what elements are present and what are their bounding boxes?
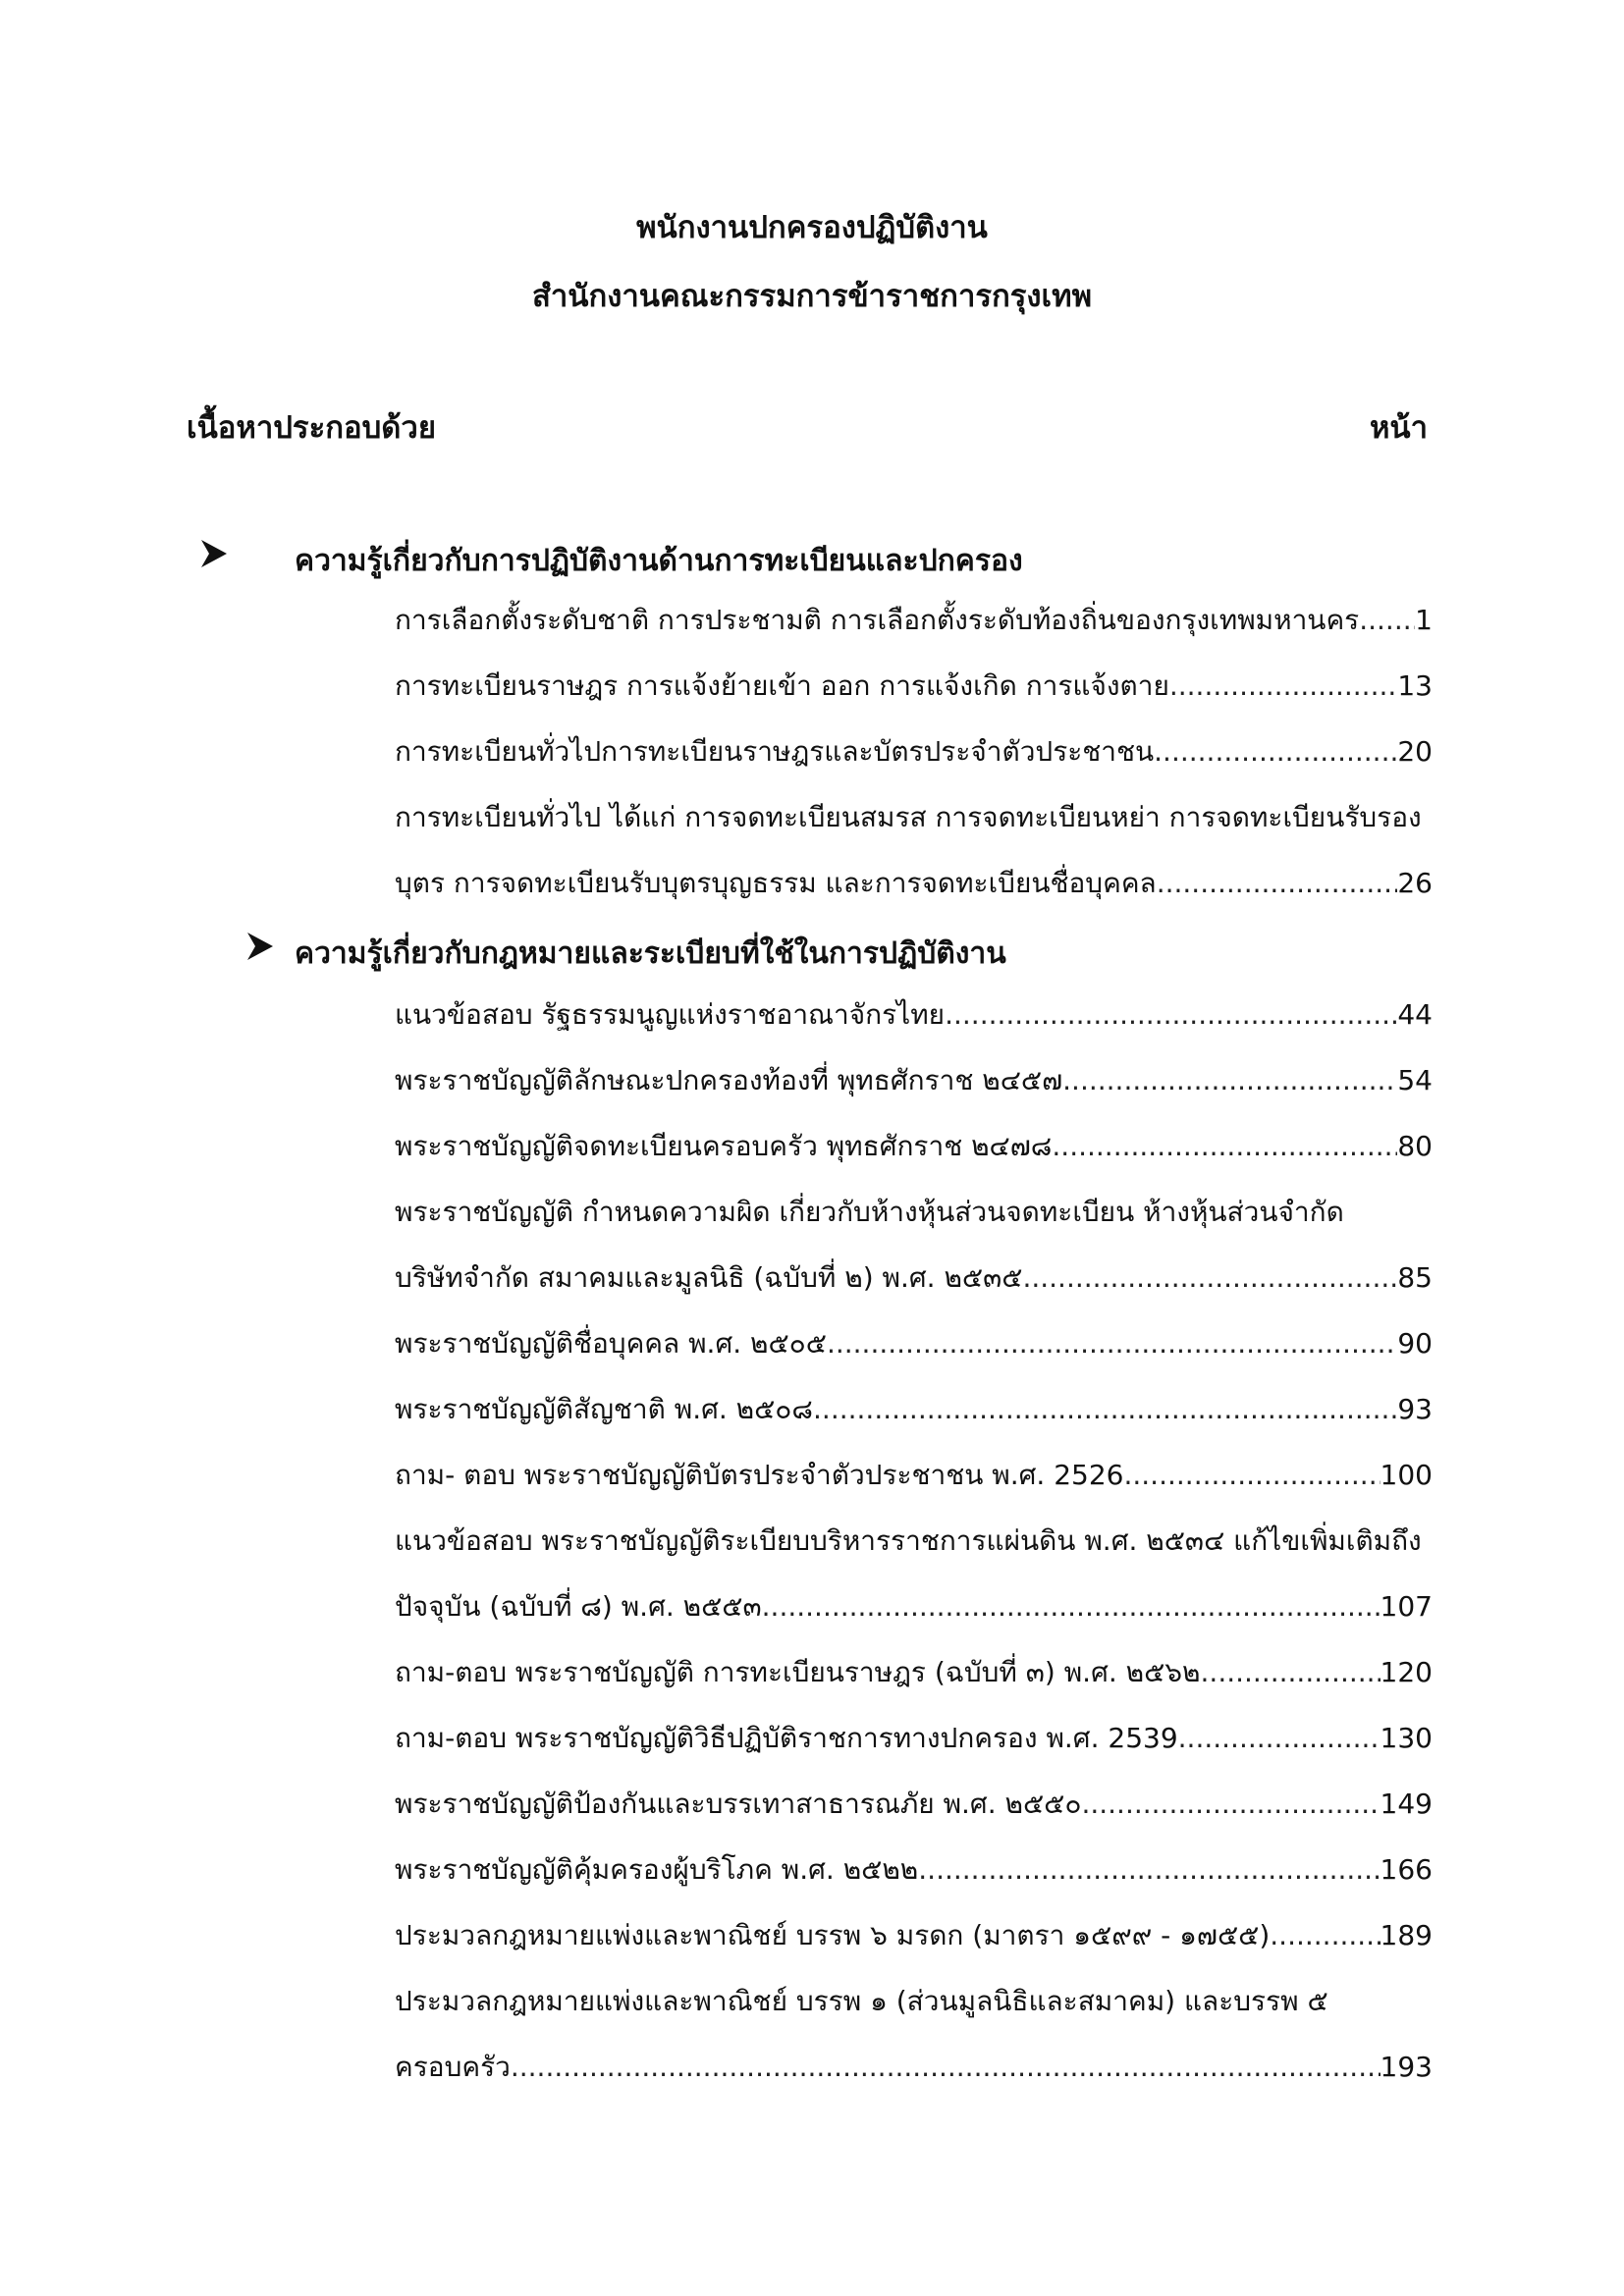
section-heading-text: ความรู้เกี่ยวกับกฎหมายและระเบียบที่ใช้ในการปฏิบัติงาน	[295, 936, 1006, 971]
toc-entry-title: บริษัทจำกัด สมาคมและมูลนิธิ (ฉบับที่ ๒) พ.ศ. ๒๕๓๕	[395, 1261, 1023, 1294]
toc-entry-title: การทะเบียนราษฎร การแจ้งย้ายเข้า ออก การแจ้งเกิด การแจ้งตาย	[395, 669, 1169, 702]
toc-entry-title: พระราชบัญญัติป้องกันและบรรเทาสาธารณภัย พ.ศ. ๒๕๕๐	[395, 1788, 1082, 1820]
toc-entry-title-line1: พระราชบัญญัติ กำหนดความผิด เกี่ยวกับห้างหุ้นส่วนจดทะเบียน ห้างหุ้นส่วนจำกัด	[395, 1196, 1344, 1228]
toc-entry	[395, 1587, 1433, 1627]
dot-leader	[1154, 732, 1397, 772]
toc-page-number: 44	[1397, 998, 1433, 1031]
toc-entry	[395, 601, 1433, 640]
toc-entry-title: พระราชบัญญัติจดทะเบียนครอบครัว พุทธศักราช ๒๔๗๘	[395, 1130, 1053, 1162]
toc-entry	[395, 667, 1433, 706]
toc-page-number: 54	[1397, 1064, 1433, 1096]
toc-entry-title: พระราชบัญญัติคุ้มครองผู้บริโภค พ.ศ. ๒๕๒๒	[395, 1853, 919, 1886]
toc-page-number: 13	[1397, 669, 1433, 702]
toc-entry	[395, 995, 1433, 1035]
toc-page-number: 100	[1380, 1459, 1433, 1491]
page-column-label: หน้า	[1369, 410, 1428, 446]
toc-entry-title: ถาม-ตอบ พระราชบัญญัติ การทะเบียนราษฎร (ฉบับที่ ๓) พ.ศ. ๒๕๖๒	[395, 1656, 1201, 1688]
toc-page-number: 26	[1397, 867, 1433, 899]
dot-leader	[511, 2048, 1380, 2087]
toc-entry	[395, 1193, 1433, 1232]
toc-entry	[395, 1653, 1433, 1692]
toc-entry	[395, 1324, 1433, 1363]
toc-page-number: 90	[1397, 1327, 1433, 1360]
toc-page-number: 193	[1380, 2051, 1433, 2083]
toc-entry	[395, 1061, 1433, 1100]
toc-entry-title: การทะเบียนทั่วไปการทะเบียนราษฎรและบัตรประจำตัวประชาชน	[395, 735, 1155, 768]
toc-entry-title: พระราชบัญญัติชื่อบุคคล พ.ศ. ๒๕๐๕	[395, 1327, 827, 1360]
toc-entry-title: บุตร การจดทะเบียนรับบุตรบุญธรรม และการจดทะเบียนชื่อบุคคล	[395, 867, 1157, 899]
toc-entry	[395, 864, 1433, 903]
toc-entry-title: ถาม- ตอบ พระราชบัญญัติบัตรประจำตัวประชาชน พ.ศ. 2526	[395, 1459, 1124, 1491]
toc-entry-title-line1: การทะเบียนทั่วไป ได้แก่ การจดทะเบียนสมรส การจดทะเบียนหย่า การจดทะเบียนรับรอง	[395, 801, 1422, 833]
toc-page-number: 149	[1380, 1788, 1433, 1820]
arrow-bullet-icon	[245, 931, 275, 962]
toc-page-number: 130	[1380, 1722, 1433, 1754]
toc-page-number: 189	[1380, 1919, 1433, 1951]
dot-leader	[1270, 1916, 1380, 1955]
toc-entry	[395, 2048, 1433, 2087]
dot-leader	[1022, 1258, 1397, 1298]
toc-page-number: 93	[1397, 1393, 1433, 1425]
toc-page-number: 1	[1415, 604, 1433, 636]
toc-entry-title: ประมวลกฎหมายแพ่งและพาณิชย์ บรรพ ๖ มรดก (มาตรา ๑๕๙๙ - ๑๗๕๕)	[395, 1919, 1271, 1951]
toc-entry-title: แนวข้อสอบ รัฐธรรมนูญแห่งราชอาณาจักรไทย	[395, 998, 946, 1031]
toc-entry	[395, 1850, 1433, 1890]
dot-leader	[1169, 667, 1398, 706]
dot-leader	[945, 995, 1397, 1035]
section-heading-text: ความรู้เกี่ยวกับการปฏิบัติงานด้านการทะเบียนและปกครอง	[295, 544, 1023, 578]
toc-entry-title: การเลือกตั้งระดับชาติ การประชามติ การเลือกตั้งระดับท้องถิ่นของกรุงเทพมหานคร	[395, 604, 1360, 636]
toc-entry	[395, 1785, 1433, 1824]
toc-page-number: 85	[1397, 1261, 1433, 1294]
dot-leader	[1359, 601, 1415, 640]
toc-entry	[395, 1982, 1433, 2021]
toc-entry	[395, 732, 1433, 772]
toc-entry-title: ครอบครัว	[395, 2051, 511, 2083]
toc-entry	[395, 1522, 1433, 1561]
dot-leader	[827, 1324, 1397, 1363]
toc-page-number: 107	[1380, 1590, 1433, 1623]
toc-page-number: 20	[1397, 735, 1433, 768]
toc-entry-title: ถาม-ตอบ พระราชบัญญัติวิธีปฏิบัติราชการทางปกครอง พ.ศ. 2539	[395, 1722, 1178, 1754]
dot-leader	[1052, 1127, 1397, 1166]
dot-leader	[918, 1850, 1380, 1890]
dot-leader	[762, 1587, 1380, 1627]
toc-entry-title-line1: ประมวลกฎหมายแพ่งและพาณิชย์ บรรพ ๑ (ส่วนมูลนิธิและสมาคม) และบรรพ ๕	[395, 1985, 1328, 2017]
toc-entry-title-line1: แนวข้อสอบ พระราชบัญญัติระเบียบบริหารราชการแผ่นดิน พ.ศ. ๒๕๓๔ แก้ไขเพิ่มเติมถึง	[395, 1524, 1422, 1557]
dot-leader	[1178, 1719, 1380, 1758]
toc-page-number: 80	[1397, 1130, 1433, 1162]
toc-entry	[395, 1258, 1433, 1298]
document-title: พนักงานปกครองปฏิบัติงาน	[636, 210, 988, 245]
section-heading-registration	[295, 538, 1023, 584]
section-heading-law	[295, 931, 1006, 977]
dot-leader	[1062, 1061, 1397, 1100]
dot-leader	[1081, 1785, 1380, 1824]
toc-entry-title: พระราชบัญญัติสัญชาติ พ.ศ. ๒๕๐๘	[395, 1393, 814, 1425]
toc-page-number: 166	[1380, 1853, 1433, 1886]
toc-entry	[395, 1456, 1433, 1495]
toc-page-number: 120	[1380, 1656, 1433, 1688]
document-subtitle: สำนักงานคณะกรรมการข้าราชการกรุงเทพ	[531, 279, 1093, 314]
contents-label: เนื้อหาประกอบด้วย	[187, 410, 436, 446]
dot-leader	[1123, 1456, 1380, 1495]
toc-entry	[395, 1719, 1433, 1758]
arrow-bullet-icon	[199, 538, 229, 569]
toc-entry-title: ปัจจุบัน (ฉบับที่ ๘) พ.ศ. ๒๕๕๓	[395, 1590, 762, 1623]
toc-entry	[395, 1916, 1433, 1955]
toc-entry-title: พระราชบัญญัติลักษณะปกครองท้องที่ พุทธศักราช ๒๔๕๗	[395, 1064, 1063, 1096]
toc-entry	[395, 1127, 1433, 1166]
toc-entry	[395, 798, 1433, 837]
dot-leader	[1201, 1653, 1380, 1692]
dot-leader	[1157, 864, 1398, 903]
dot-leader	[813, 1390, 1397, 1429]
toc-entry	[395, 1390, 1433, 1429]
